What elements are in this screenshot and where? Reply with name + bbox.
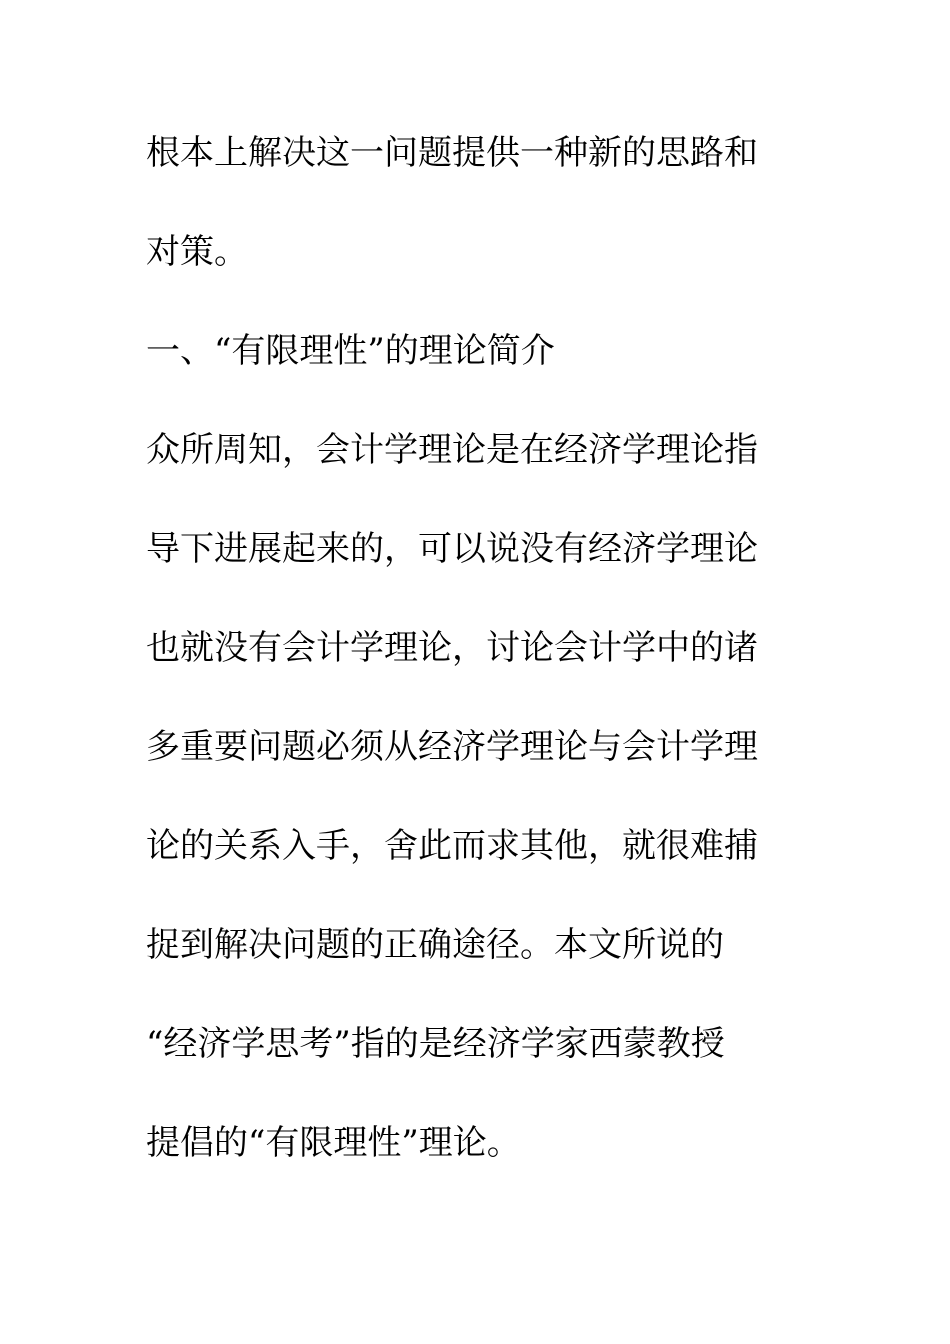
paragraph-line: 对策。: [146, 232, 248, 272]
paragraph-line: 也就没有会计学理论，讨论会计学中的诸: [146, 628, 758, 668]
body-text: [146, 124, 806, 1213]
paragraph-line: 论的关系入手，舍此而求其他，就很难捕: [146, 826, 758, 866]
paragraph-line: 多重要问题必须从经济学理论与会计学理: [146, 727, 758, 767]
paragraph-line: 根本上解决这一问题提供一种新的思路和: [146, 133, 758, 173]
paragraph-line: 众所周知，会计学理论是在经济学理论指: [146, 430, 758, 470]
paragraph-line: 捉到解决问题的正确途径。本文所说的: [146, 925, 724, 965]
paragraph-line: 提倡的“有限理性”理论。: [146, 1123, 521, 1163]
paragraph-line: “经济学思考”指的是经济学家西蒙教授: [146, 1024, 725, 1064]
section-heading: 一、“有限理性”的理论简介: [146, 331, 555, 371]
paragraph-line: 导下进展起来的，可以说没有经济学理论: [146, 529, 758, 569]
